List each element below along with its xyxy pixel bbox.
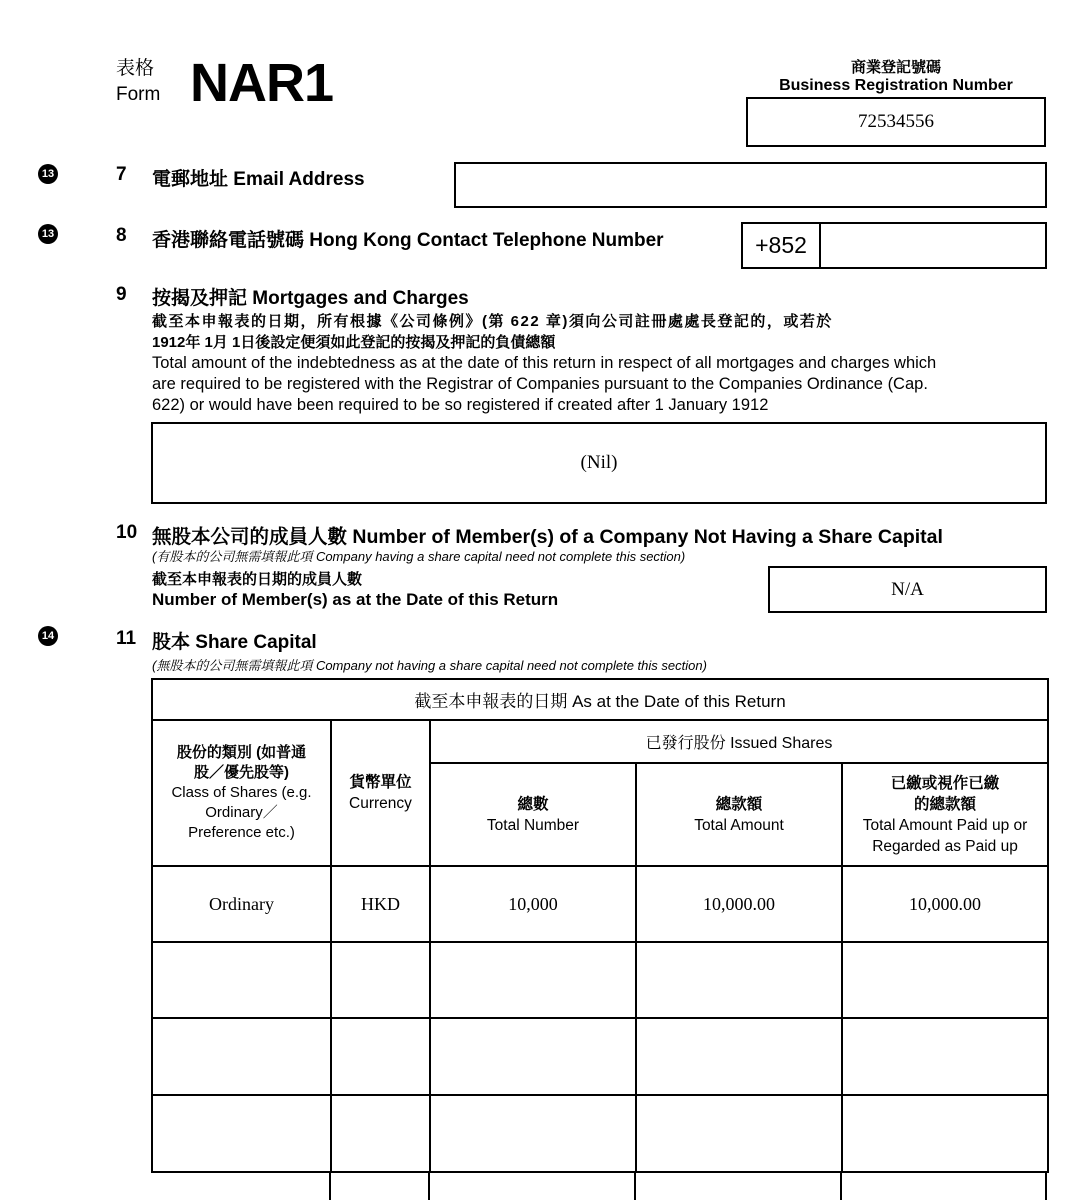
mortgages-value: (Nil)	[580, 452, 618, 473]
section-11-number: 11	[116, 628, 137, 649]
brn-label-en: Business Registration Number	[779, 77, 1013, 94]
currency-cell[interactable]	[331, 1095, 430, 1172]
paid-up-cell[interactable]: 10,000.00	[842, 866, 1048, 942]
section-8-number: 8	[116, 225, 127, 246]
mortgages-desc-zh-1: 截至本申報表的日期，所有根據《公司條例》(第 622 章)須向公司註冊處處長登記的，或若於	[152, 313, 833, 330]
table-row	[152, 1095, 1048, 1172]
col-paid-en: Total Amount Paid up or Regarded as Paid up	[862, 816, 1028, 855]
total-number-cell[interactable]	[430, 1095, 636, 1172]
paid-up-cell[interactable]	[842, 942, 1048, 1018]
total-number-cell[interactable]	[430, 942, 636, 1018]
mortgages-title: 按揭及押記 Mortgages and Charges	[152, 288, 469, 309]
email-label: 電郵地址 Email Address	[152, 169, 365, 190]
class-cell[interactable]	[152, 1018, 331, 1095]
members-field[interactable]	[768, 566, 1047, 613]
phone-field[interactable]	[741, 222, 1047, 269]
members-label-zh: 截至本申報表的日期的成員人數	[152, 571, 363, 588]
col-paid-header	[842, 763, 1048, 866]
col-currency-zh: 貨幣單位	[349, 774, 412, 791]
mortgages-desc-en-3: 622) or would have been required to be so registered if created after 1 January 1912	[152, 396, 769, 414]
form-label-en: Form	[116, 84, 161, 105]
currency-cell[interactable]	[331, 1018, 430, 1095]
paid-up-cell[interactable]	[842, 1018, 1048, 1095]
col-class-zh: 股份的類別 (如普通股／優先股等)	[176, 744, 307, 781]
mortgages-description	[152, 311, 1048, 416]
class-cell[interactable]	[152, 1095, 331, 1172]
section-7-number: 7	[116, 164, 127, 185]
note-13-icon: 13	[38, 164, 58, 184]
total-number-cell[interactable]	[430, 1018, 636, 1095]
phone-prefix: +852	[743, 224, 821, 267]
table-row	[152, 942, 1048, 1018]
col-total-number-header	[430, 763, 636, 866]
col-total-amount-header	[636, 763, 842, 866]
class-cell[interactable]	[152, 942, 331, 1018]
section-10-number: 10	[116, 522, 138, 543]
col-paid-zh: 已繳或視作已繳的總款額	[890, 774, 1000, 813]
col-total-number-zh: 總數	[517, 795, 549, 813]
form-label	[116, 56, 160, 108]
note-14-icon: 14	[38, 626, 58, 646]
total-amount-cell[interactable]	[636, 1095, 842, 1172]
total-amount-cell[interactable]	[636, 942, 842, 1018]
mortgages-desc-en-1: Total amount of the indebtedness as at the date of this return in respect of all mortgages and charges which	[152, 354, 937, 372]
form-label-zh: 表格	[116, 58, 155, 79]
currency-cell[interactable]: HKD	[331, 866, 430, 942]
table-row	[152, 866, 1048, 942]
members-title: 無股本公司的成員人數 Number of Member(s) of a Company Not Having a Share Capital	[152, 526, 943, 548]
brn-field[interactable]	[746, 97, 1046, 147]
total-number-cell[interactable]: 10,000	[430, 866, 636, 942]
total-amount-cell[interactable]: 10,000.00	[636, 866, 842, 942]
mortgages-desc-en-2: are required to be registered with the Registrar of Companies pursuant to the Companies Ordinance (Cap.	[152, 375, 928, 393]
note-13-icon: 13	[38, 224, 58, 244]
phone-label: 香港聯絡電話號碼 Hong Kong Contact Telephone Number	[152, 230, 664, 251]
total-amount-cell[interactable]	[636, 1018, 842, 1095]
form-code: NAR1	[190, 53, 334, 113]
col-class-header	[152, 720, 331, 866]
members-value: N/A	[891, 579, 924, 600]
col-currency-en: Currency	[349, 795, 412, 812]
brn-value: 72534556	[858, 111, 934, 132]
col-total-amount-en: Total Amount	[694, 816, 784, 834]
members-label-en: Number of Member(s) as at the Date of this Return	[152, 590, 559, 609]
col-total-number-en: Total Number	[486, 816, 580, 834]
members-note: (有股本的公司無需填報此項 Company having a share capital need not complete this section)	[152, 549, 686, 564]
section-9-number: 9	[116, 284, 127, 305]
brn-label-zh: 商業登記號碼	[850, 59, 941, 76]
col-currency-header	[331, 720, 430, 866]
col-class-en: Class of Shares (e.g. Ordinary／Preference etc.)	[171, 784, 312, 841]
issued-shares-header: 已發行股份 Issued Shares	[430, 720, 1048, 763]
col-total-amount-zh: 總款額	[715, 795, 763, 813]
mortgages-desc-zh-2: 1912年 1月 1日後設定便須如此登記的按揭及押記的負債總額	[152, 334, 556, 351]
mortgages-field[interactable]	[151, 422, 1047, 504]
share-capital-note: (無股本的公司無需填報此項 Company not having a share capital need not complete this section)	[152, 658, 707, 673]
table-continuation-lines	[151, 1171, 1047, 1200]
paid-up-cell[interactable]	[842, 1095, 1048, 1172]
table-row	[152, 1018, 1048, 1095]
share-capital-title: 股本 Share Capital	[152, 632, 317, 653]
currency-cell[interactable]	[331, 942, 430, 1018]
class-cell[interactable]: Ordinary	[152, 866, 331, 942]
table-header-date: 截至本申報表的日期 As at the Date of this Return	[152, 679, 1048, 720]
email-field[interactable]	[454, 162, 1047, 208]
share-capital-table	[151, 678, 1049, 1173]
